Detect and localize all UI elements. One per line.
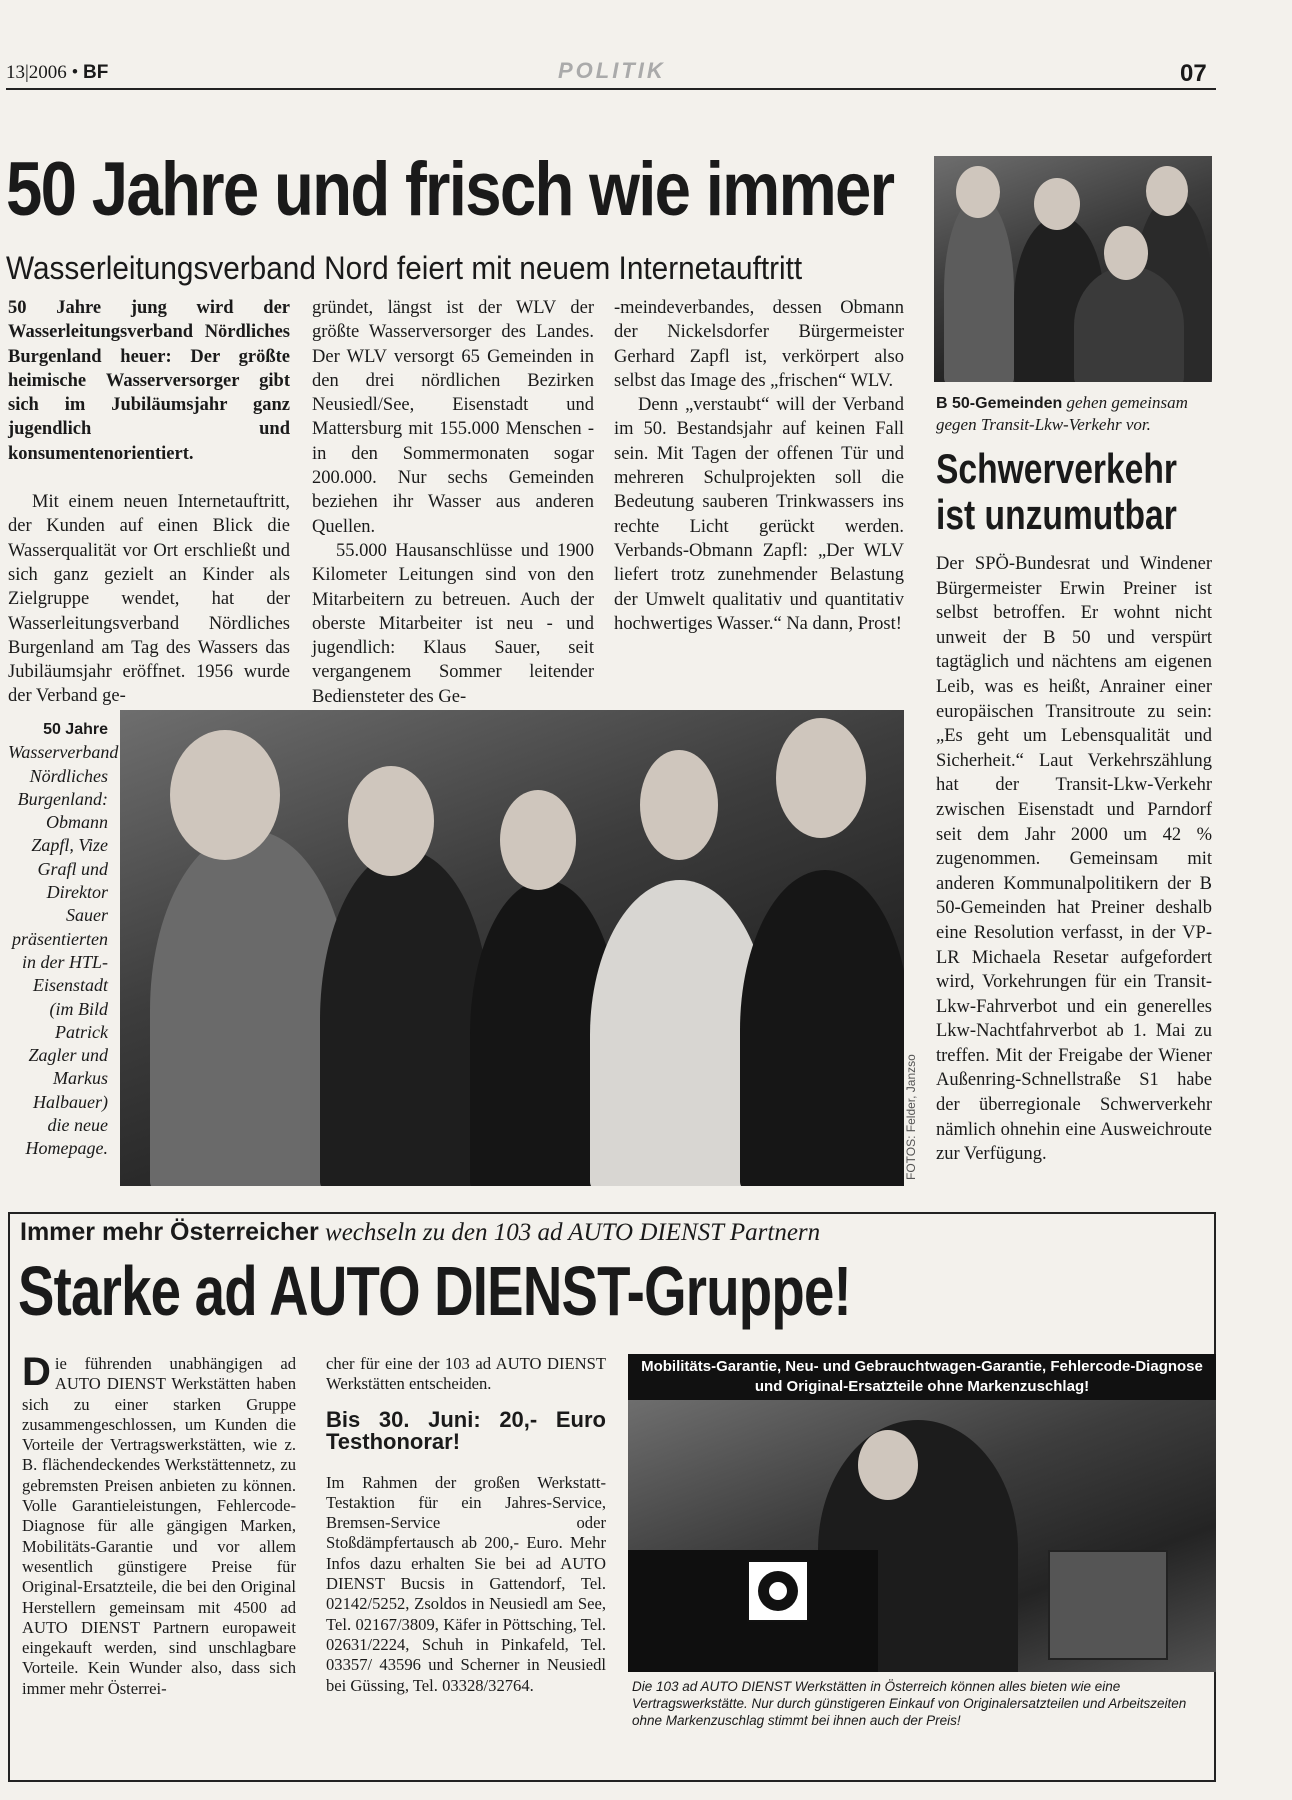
section-label: POLITIK [558,58,666,83]
header-rule [6,88,1216,90]
article-column-1 [8,296,290,709]
group-photo-small [934,156,1212,382]
ad-column-1: Die führenden unabhängigen ad AUTO DIENST Werkstätten haben sich zu einer starken Gruppe zusammengeschlossen, um Kunden die Vorteile der Vertragswerkstätten, wie z. B. flächendeckendes Werkstättennetz, zu gebremsten Preisen anbieten zu können. Volle Garantieleistungen, Fehlercode-Diagnose für alle gängigen Marken, Mobilitäts-Garantie und vor allem wesentlich günstigere Preise für Original-Ersatzteile, die bei den Original Herstellern gemeinsam mit 4500 ad AUTO DIENST Partnern europaweit eingekauft werden, sind unschlagbare Vorteile. Kein Wunder also, dass sich immer mehr Österrei- [22,1350,296,1698]
main-photo [120,710,904,1186]
article-paragraph: 55.000 Hausanschlüsse und 1900 Kilometer Leitungen sind von den Mitarbeitern zu betreuen. Auch der oberste Mitarbeiter ist neu - und jugendlich: Klaus Sauer, seit vergangenem Sommer leitender Bediensteter des Ge- [312,540,594,707]
small-photo-caption: B 50-Gemeinden gehen gemeinsam gegen Transit-Lkw-Verkehr vor. [936,393,1188,434]
article-paragraph: Mit einem neuen Internetauftritt, der Kunden auf einen Blick die Wasserqualität vor Ort erschließt und sich ganz gezielt an Kinder als Zielgruppe wendet, hat der Wasserleitungsverband Nördliches Burgenland am Tag des Wassers das Jubiläumsjahr eröffnet. 1956 wurde der Verband ge- [8,492,290,707]
issue-date: 13|2006 • BF [6,62,109,83]
ad-photo-caption: Die 103 ad AUTO DIENST Werkstätten in Österreich können alles bieten wie eine Vertragswerkstätte. Nur durch günstigeren Einkauf von Originalersatzteilen und Arbeitszeiten ohne Markenzuschlag stimmt bei ihnen auch der Preis! [632,1679,1187,1728]
ad-highlight: Bis 30. Juni: 20,- Euro Testhonorar! [326,1406,606,1454]
sidebar-title: Schwerverkehr ist unzumutbar [936,445,1177,538]
ad-photo [628,1400,1216,1672]
ad-logo-icon [747,1560,809,1622]
article-paragraph: gründet, längst ist der WLV der größte Wasserversorger des Landes. Der WLV versorgt 65 Gemeinden in den drei nördlichen Bezirken Neusiedl/See, Eisenstadt und Mattersburg mit 155.000 Menschen - in den Sommermonaten sogar 200.000. Nur sechs Gemeinden beziehen ihr Wasser aus anderen Quellen. [312,298,594,537]
article-subheadline: Wasserleitungsverband Nord feiert mit neuem Internetauftritt [6,250,803,286]
sidebar-body: Der SPÖ-Bundesrat und Windener Bürgermeister Erwin Preiner ist selbst betroffen. Er wohnt nicht unweit der B 50 und verspürt tagtäglich und nächtens am eigenen Leib, was es heißt, Anrainer einer europäischen Transitroute zu sein: „Es geht um Lebensqualität und Sicherheit.“ Laut Verkehrszählung hat der Transit-Lkw-Verkehr zwischen Eisenstadt und Parndorf seit dem Jahr 2000 um 42 % zugenommen. Gemeinsam mit anderen Kommunalpolitikern der B 50-Gemeinden hat Preiner deshalb eine Resolution verfasst, in der VP-LR Michaela Resetar aufgefordert wird, Vorkehrungen für ein Transit-Lkw-Fahrverbot und ein generelles Lkw-Nachtfahrverbot ab 1. Mai zu treffen. Mit der Freigabe der Wiener Außenring-Schnellstraße S1 habe der überregionale Schwerverkehr nämlich ohnehin eine Ausweichroute zur Verfügung. [936,554,1212,1165]
publication-name: BF [82,62,109,83]
ad-kicker: Immer mehr Österreicher wechseln zu den 103 ad AUTO DIENST Partnern [20,1218,821,1246]
article-paragraph: -meindeverbandes, dessen Obmann der Nickelsdorfer Bürgermeister Gerhard Zapfl ist, verkörpert also selbst das Image des „frischen“ WLV. [614,298,904,391]
article-column-3 [614,296,904,636]
article-column-2 [312,296,594,709]
article-headline: 50 Jahre und frisch wie immer [6,147,894,232]
article-lead: 50 Jahre jung wird der Wasserleitungsverband Nördliches Burgenland heuer: Der größte heimische Wasserversorger gibt sich im Jubiläumsjahr ganz jugendlich und konsumentenorientiert. [8,298,290,464]
article-paragraph: Denn „verstaubt“ will der Verband im 50. Bestandsjahr auf keinen Fall sein. Mit Tagen der offenen Tür und mehreren Schulprojekten soll die Bedeutung sauberen Trinkwassers ins rechte Licht gerückt werden. Verbands-Obmann Zapfl: „Der WLV liefert trotz zunehmender Belastung der Umwelt qualitativ und quantitativ hochwertiges Wasser.“ Na dann, Prost! [614,395,904,634]
main-photo-caption: 50 Jahre Wasserverband Nördliches Burgenland: Obmann Zapfl, Vize Grafl und Direktor Sauer präsentierten in der HTL-Eisenstadt (im Bild Patrick Zagler und Markus Halbauer) die neue Homepage. [8,721,119,1159]
ad-banner: Mobilitäts-Garantie, Neu- und Gebrauchtwagen-Garantie, Fehlercode-Diagnose und Original-Ersatzteile ohne Markenzuschlag! [628,1354,1216,1400]
ad-title: Starke ad AUTO DIENST-Gruppe! [18,1252,851,1330]
page-number: 07 [1180,60,1207,87]
photo-credit: FOTOS: Felder, Janzso [904,1054,918,1180]
drop-cap: D [22,1350,51,1394]
ad-column-2: cher für eine der 103 ad AUTO DIENST Werkstätten entscheiden. Bis 30. Juni: 20,- Euro Testhonorar! Im Rahmen der großen Werkstatt-Testaktion für ein Jahres-Service, Bremsen-Service oder Stoßdämpfertausch ab 200,- Euro. Mehr Infos dazu erhalten Sie bei ad AUTO DIENST Bucsis in Gattendorf, Tel. 02142/5252, Zsoldos in Neusiedl am See, Tel. 02167/3809, Käfer in Pöttsching, Tel. 02631/2224, Schuh in Pinkafeld, Tel. 03357/ 43596 und Scherner in Neusiedl bei Güssing, Tel. 03328/32764. [326,1354,606,1695]
